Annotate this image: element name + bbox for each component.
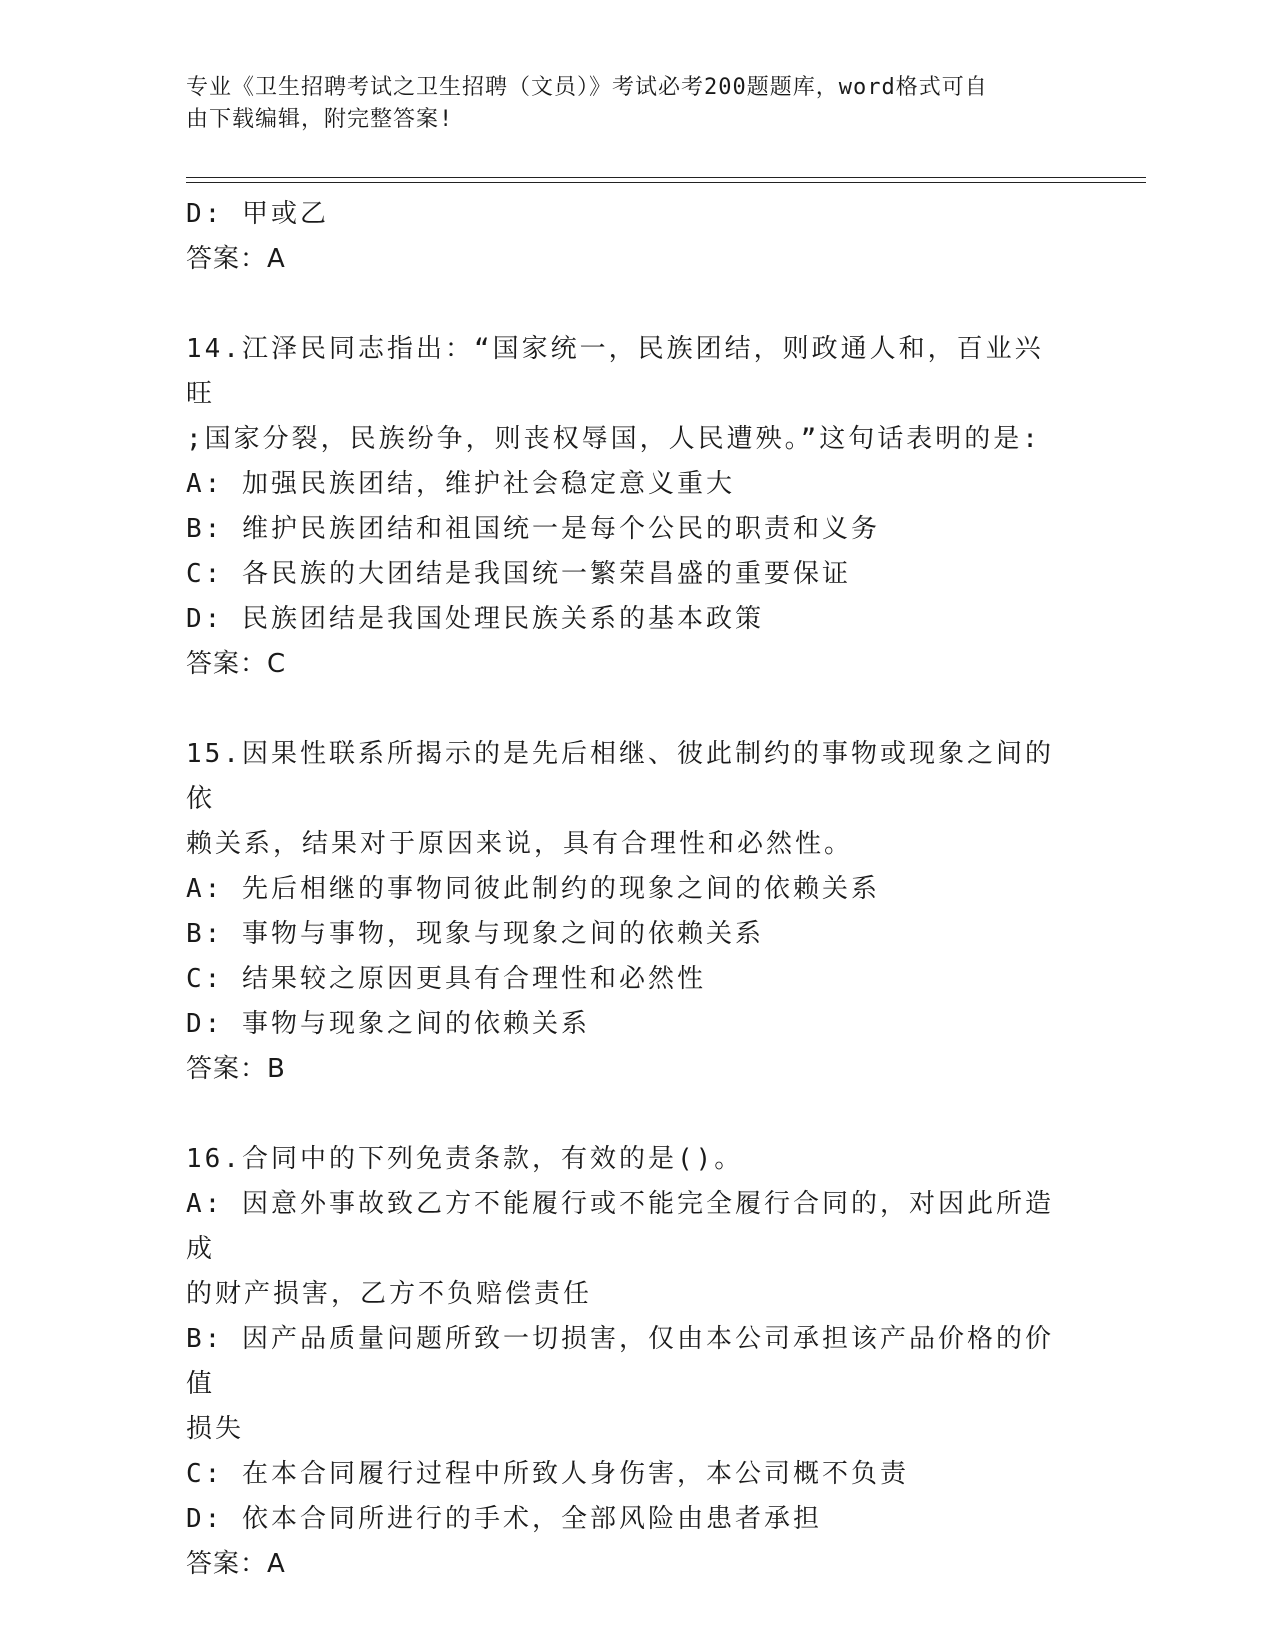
option-d: D: 民族团结是我国处理民族关系的基本政策	[186, 604, 764, 634]
question-16	[186, 1137, 1066, 1587]
question-stem-line: 16.合同中的下列免责条款，有效的是()。	[186, 1144, 744, 1174]
option-a: A: 先后相继的事物同彼此制约的现象之间的依赖关系	[186, 874, 880, 904]
question-15	[186, 732, 1066, 1092]
answer-line: 答案：A	[186, 1549, 286, 1579]
question-stem-line: ;国家分裂，民族纷争，则丧权辱国，人民遭殃。”这句话表明的是:	[186, 424, 1041, 454]
question-stem-line: 15.因果性联系所揭示的是先后相继、彼此制约的事物或现象之间的依	[186, 739, 1054, 814]
answer-line: 答案：C	[186, 649, 287, 679]
header-line-1: 专业《卫生招聘考试之卫生招聘（文员）》考试必考200题题库，word格式可自	[186, 75, 988, 100]
option-a: A: 加强民族团结，维护社会稳定意义重大	[186, 469, 735, 499]
header-line-2: 由下载编辑，附完整答案!	[186, 107, 454, 132]
question-stem-line: 赖关系，结果对于原因来说，具有合理性和必然性。	[186, 829, 854, 859]
option-a-line: A: 因意外事故致乙方不能履行或不能完全履行合同的，对因此所造成	[186, 1189, 1054, 1264]
question-14	[186, 327, 1066, 687]
previous-question-tail	[186, 192, 1066, 282]
option-c: C: 各民族的大团结是我国统一繁荣昌盛的重要保证	[186, 559, 851, 589]
answer-line: 答案：A	[186, 244, 286, 274]
spacer	[186, 687, 1066, 732]
option-b: B: 维护民族团结和祖国统一是每个公民的职责和义务	[186, 514, 880, 544]
option-c: C: 结果较之原因更具有合理性和必然性	[186, 964, 706, 994]
spacer	[186, 282, 1066, 327]
question-stem-line: 14.江泽民同志指出：“国家统一，民族团结，则政通人和，百业兴旺	[186, 334, 1044, 409]
header-divider-bottom	[186, 182, 1146, 183]
option-d: D: 依本合同所进行的手术，全部风险由患者承担	[186, 1504, 822, 1534]
option-b-line: B: 因产品质量问题所致一切损害，仅由本公司承担该产品价格的价值	[186, 1324, 1054, 1399]
question-list	[186, 192, 1066, 1587]
header-divider-top	[186, 177, 1146, 178]
option-c: C: 在本合同履行过程中所致人身伤害，本公司概不负责	[186, 1459, 909, 1489]
option-a-line: 的财产损害，乙方不负赔偿责任	[186, 1279, 593, 1309]
option-d: D: 事物与现象之间的依赖关系	[186, 1009, 590, 1039]
option-d: D: 甲或乙	[186, 199, 329, 229]
document-header	[186, 72, 1066, 136]
spacer	[186, 1092, 1066, 1137]
option-b-line: 损失	[186, 1414, 245, 1444]
option-b: B: 事物与事物，现象与现象之间的依赖关系	[186, 919, 764, 949]
answer-line: 答案：B	[186, 1054, 286, 1084]
